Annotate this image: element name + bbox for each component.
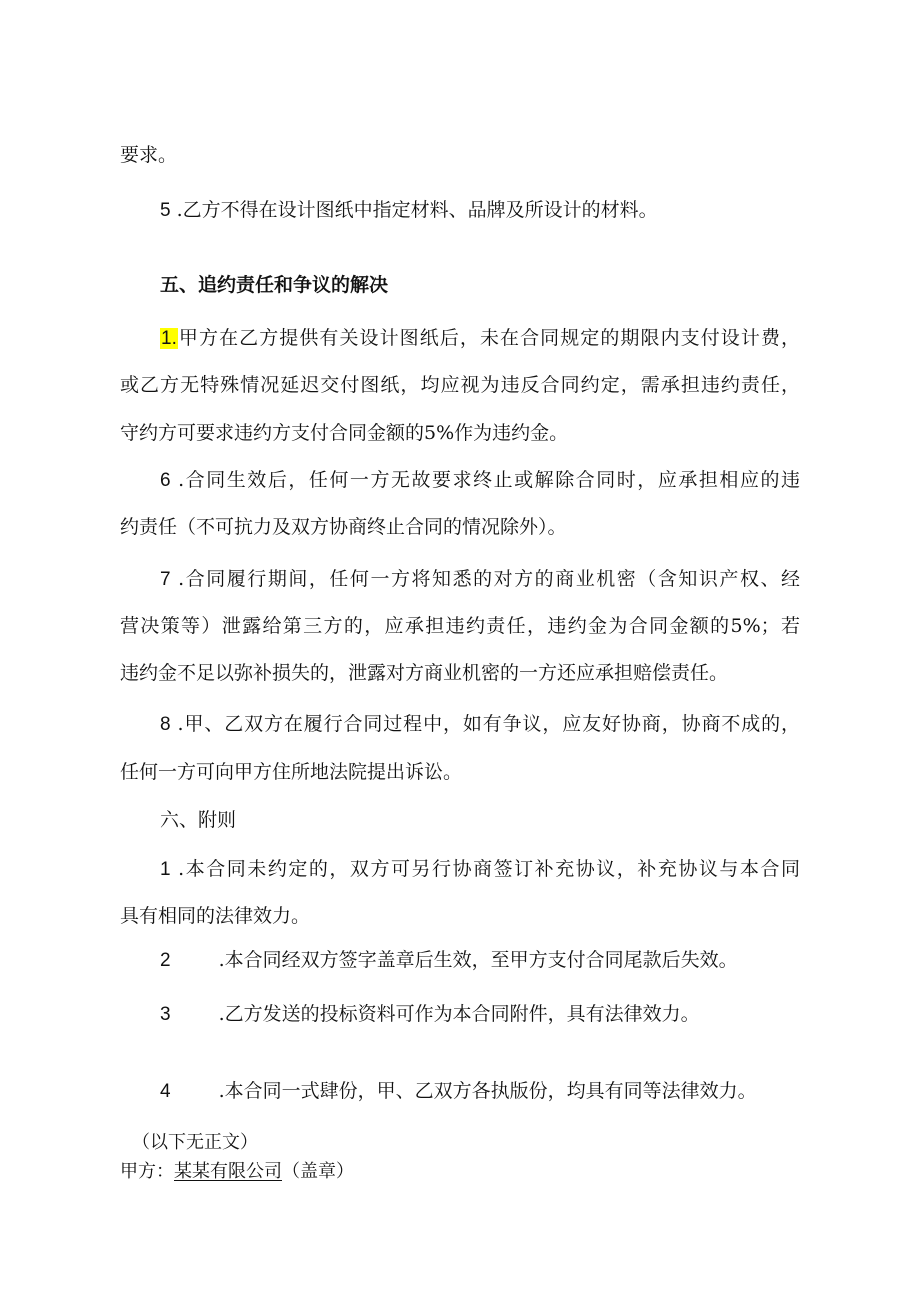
no-more-text: （以下无正文） xyxy=(132,1132,258,1153)
design-item-5 xyxy=(160,197,800,224)
item-text: .乙方发送的投标资料可作为本合同附件，具有法律效力。 xyxy=(218,1003,700,1025)
item-number: 5 xyxy=(160,200,171,221)
item-text-line: 约责任（不可抗力及双方协商终止合同的情况除外）。 xyxy=(120,516,567,538)
item-text: .本合同一式肆份，甲、乙双方各执版份，均具有同等法律效力。 xyxy=(218,1080,757,1102)
item-text-line: 具有相同的法律效力。 xyxy=(120,905,311,927)
appendix-item-3 xyxy=(160,1001,800,1028)
item-text-line: .甲、乙双方在履行合同过程中，如有争议，应友好协商，协商不成的， xyxy=(177,713,800,735)
item-text-line: 守约方可要求违约方支付合同金额的5%作为违约金。 xyxy=(120,422,569,444)
party-a-seal: （盖章） xyxy=(282,1161,354,1182)
item-text: .乙方不得在设计图纸中指定材料、品牌及所设计的材料。 xyxy=(176,199,658,221)
item-text-line: .合同履行期间，任何一方将知悉的对方的商业机密（含知识产权、经 xyxy=(178,568,800,590)
item-number: 3 xyxy=(160,1004,171,1025)
item-number: 2 xyxy=(160,950,171,971)
item-text-line: 任何一方可向甲方住所地法院提出诉讼。 xyxy=(120,761,463,783)
item-text: .本合同经双方签字盖章后生效，至甲方支付合同尾款后失效。 xyxy=(218,949,738,971)
item-text-line: 营决策等）泄露给第三方的，应承担违约责任，违约金为合同金额的5%；若 xyxy=(120,615,800,637)
party-a-label: 甲方： xyxy=(120,1161,174,1182)
section-6-heading: 六、附则 xyxy=(160,809,237,831)
item-number: 7 xyxy=(160,569,171,590)
item-number: 1 xyxy=(160,859,171,880)
item-text-line: 或乙方无特殊情况延迟交付图纸，均应视为违反合同约定，需承担违约责任， xyxy=(120,374,800,396)
item-number: 6 xyxy=(160,470,171,491)
appendix-item-2 xyxy=(160,947,800,974)
item-number: 8 xyxy=(160,714,171,735)
continuation-text: 要求。 xyxy=(120,144,178,166)
appendix-item-4 xyxy=(160,1078,800,1105)
section-5-heading: 五、追约责任和争议的解决 xyxy=(160,274,389,296)
item-text-line: .合同生效后，任何一方无故要求终止或解除合同时，应承担相应的违 xyxy=(178,469,800,491)
item-number: 4 xyxy=(160,1081,171,1102)
item-text-line: 违约金不足以弥补损失的，泄露对方商业机密的一方还应承担赔偿责任。 xyxy=(120,662,729,684)
item-text-line: .本合同未约定的，双方可另行协商签订补充协议，补充协议与本合同 xyxy=(178,858,800,880)
item-text-line: 甲方在乙方提供有关设计图纸后，未在合同规定的期限内支付设计费， xyxy=(177,327,800,349)
party-a-signature-line xyxy=(120,1159,800,1185)
party-a-name: 某某有限公司 xyxy=(174,1161,282,1182)
highlighted-item-number: 1. xyxy=(161,328,177,349)
